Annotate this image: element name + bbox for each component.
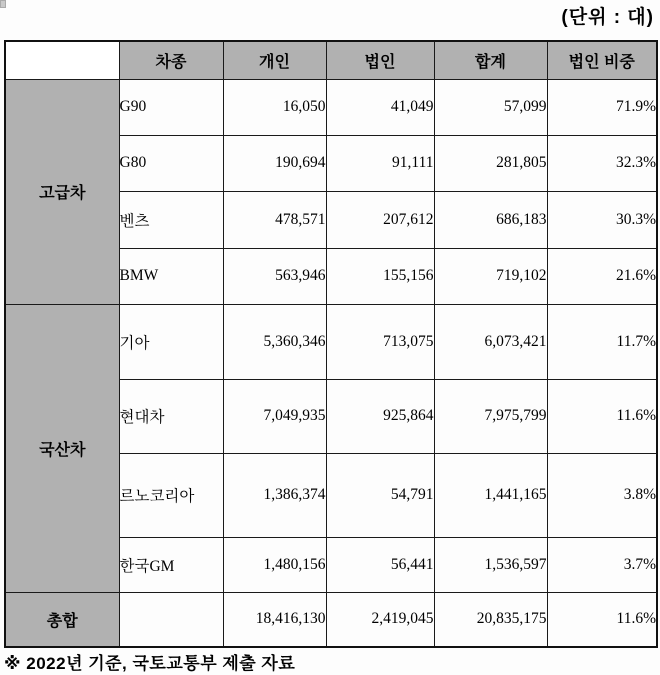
share-cell: 11.6%: [547, 379, 657, 453]
individual-cell: 1,480,156: [223, 537, 326, 592]
corporate-cell: 91,111: [326, 135, 434, 191]
table-row: [5, 304, 657, 379]
source-footnote: ※ 2022년 기준, 국토교통부 제출 자료: [4, 654, 296, 673]
blank-header-cell: [5, 41, 119, 79]
model-cell: 기아: [119, 304, 223, 379]
model-cell: 현대차: [119, 379, 223, 453]
group-header-domestic: 국산차: [5, 304, 119, 592]
total-cell: 1,441,165: [434, 453, 547, 537]
total-cell: 686,183: [434, 191, 547, 248]
individual-cell: 1,386,374: [223, 453, 326, 537]
corporate-cell: 41,049: [326, 79, 434, 135]
model-cell: 벤츠: [119, 191, 223, 248]
corporate-cell: 155,156: [326, 248, 434, 304]
group-header-luxury: 고급차: [5, 79, 119, 304]
total-cell: 57,099: [434, 79, 547, 135]
individual-cell: 190,694: [223, 135, 326, 191]
group-header-grand-total: 총합: [5, 592, 119, 647]
share-cell: 30.3%: [547, 191, 657, 248]
model-cell: G80: [119, 135, 223, 191]
total-cell: 281,805: [434, 135, 547, 191]
model-cell: 한국GM: [119, 537, 223, 592]
corporate-cell: 713,075: [326, 304, 434, 379]
header-row: [5, 41, 657, 79]
share-cell: 21.6%: [547, 248, 657, 304]
share-cell: 71.9%: [547, 79, 657, 135]
corporate-cell: 207,612: [326, 191, 434, 248]
share-cell: 11.7%: [547, 304, 657, 379]
model-cell: G90: [119, 79, 223, 135]
corner-artifact: [0, 0, 6, 8]
total-cell: 7,975,799: [434, 379, 547, 453]
model-cell: 르노코리아: [119, 453, 223, 537]
unit-label: (단위 : 대): [561, 7, 654, 28]
table-row: [5, 79, 657, 135]
column-header-total: 합계: [434, 41, 547, 79]
individual-cell: 18,416,130: [223, 592, 326, 647]
individual-cell: 16,050: [223, 79, 326, 135]
share-cell: 11.6%: [547, 592, 657, 647]
column-header-model: 차종: [119, 41, 223, 79]
column-header-corporate: 법인: [326, 41, 434, 79]
total-cell: 20,835,175: [434, 592, 547, 647]
corporate-cell: 54,791: [326, 453, 434, 537]
individual-cell: 563,946: [223, 248, 326, 304]
car-registration-table: [4, 40, 658, 648]
corporate-cell: 2,419,045: [326, 592, 434, 647]
individual-cell: 5,360,346: [223, 304, 326, 379]
total-cell: 719,102: [434, 248, 547, 304]
share-cell: 3.8%: [547, 453, 657, 537]
column-header-share: 법인 비중: [547, 41, 657, 79]
share-cell: 32.3%: [547, 135, 657, 191]
corporate-cell: 925,864: [326, 379, 434, 453]
share-cell: 3.7%: [547, 537, 657, 592]
total-cell: 6,073,421: [434, 304, 547, 379]
model-cell: [119, 592, 223, 647]
model-cell: BMW: [119, 248, 223, 304]
individual-cell: 7,049,935: [223, 379, 326, 453]
total-cell: 1,536,597: [434, 537, 547, 592]
corporate-cell: 56,441: [326, 537, 434, 592]
column-header-individual: 개인: [223, 41, 326, 79]
individual-cell: 478,571: [223, 191, 326, 248]
total-row: [5, 592, 657, 647]
